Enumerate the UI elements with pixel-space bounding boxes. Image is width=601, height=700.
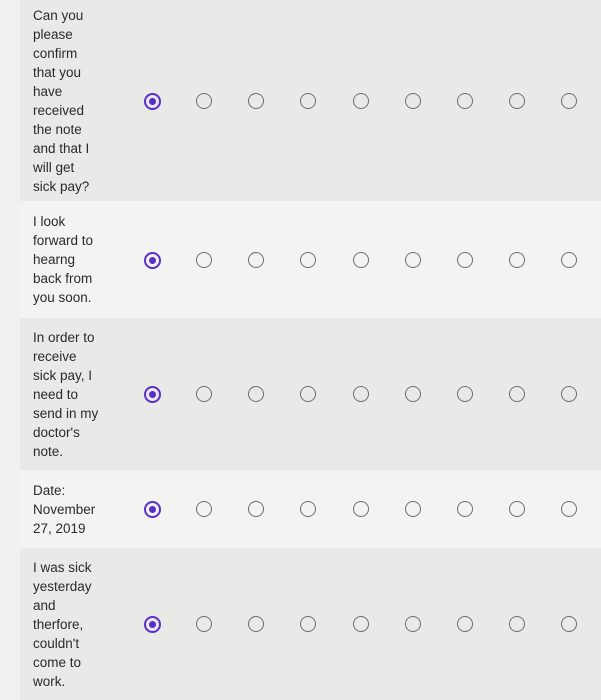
radio-option-6[interactable] xyxy=(405,252,421,268)
question-row-5 xyxy=(20,548,601,700)
radio-group xyxy=(113,318,601,470)
radio-option-2[interactable] xyxy=(196,252,212,268)
radio-option-1[interactable] xyxy=(144,501,161,518)
question-label: I was sick yesterday and therfore, couldn't come to work. xyxy=(33,559,92,689)
radio-option-7[interactable] xyxy=(457,501,473,517)
radio-option-6[interactable] xyxy=(405,386,421,402)
radio-option-7[interactable] xyxy=(457,386,473,402)
radio-option-2[interactable] xyxy=(196,93,212,109)
radio-group xyxy=(113,0,601,201)
radio-option-1[interactable] xyxy=(144,386,161,403)
radio-option-3[interactable] xyxy=(248,252,264,268)
question-row-1 xyxy=(20,0,601,201)
radio-option-9[interactable] xyxy=(561,386,577,402)
question-row-3 xyxy=(20,318,601,470)
radio-option-1[interactable] xyxy=(144,93,161,110)
radio-option-1[interactable] xyxy=(144,616,161,633)
radio-option-6[interactable] xyxy=(405,93,421,109)
radio-option-5[interactable] xyxy=(353,501,369,517)
radio-option-2[interactable] xyxy=(196,616,212,632)
radio-option-3[interactable] xyxy=(248,501,264,517)
radio-option-3[interactable] xyxy=(248,386,264,402)
question-label: I look forward to hearng back from you soon. xyxy=(33,214,94,305)
question-label: Can you please confirm that you have received the note and that I will get sick pay? xyxy=(33,7,90,194)
radio-option-8[interactable] xyxy=(509,252,525,268)
radio-option-7[interactable] xyxy=(457,93,473,109)
radio-option-4[interactable] xyxy=(300,501,316,517)
radio-option-8[interactable] xyxy=(509,501,525,517)
radio-option-9[interactable] xyxy=(561,93,577,109)
radio-option-1[interactable] xyxy=(144,252,161,269)
radio-option-9[interactable] xyxy=(561,501,577,517)
radio-option-8[interactable] xyxy=(509,93,525,109)
radio-option-3[interactable] xyxy=(248,93,264,109)
radio-option-5[interactable] xyxy=(353,386,369,402)
radio-group xyxy=(113,201,601,318)
radio-option-2[interactable] xyxy=(196,386,212,402)
radio-option-6[interactable] xyxy=(405,501,421,517)
question-row-2 xyxy=(20,201,601,318)
radio-option-9[interactable] xyxy=(561,616,577,632)
radio-option-6[interactable] xyxy=(405,616,421,632)
radio-option-7[interactable] xyxy=(457,252,473,268)
survey-grid xyxy=(20,0,601,700)
radio-option-3[interactable] xyxy=(248,616,264,632)
radio-option-5[interactable] xyxy=(353,616,369,632)
radio-option-4[interactable] xyxy=(300,616,316,632)
radio-option-8[interactable] xyxy=(509,386,525,402)
question-row-4 xyxy=(20,470,601,548)
radio-option-4[interactable] xyxy=(300,93,316,109)
radio-option-7[interactable] xyxy=(457,616,473,632)
radio-group xyxy=(113,470,601,548)
radio-option-5[interactable] xyxy=(353,252,369,268)
radio-option-5[interactable] xyxy=(353,93,369,109)
question-label: In order to receive sick pay, I need to send in my doctor's note. xyxy=(33,329,99,459)
radio-group xyxy=(113,548,601,700)
question-label: Date: November 27, 2019 xyxy=(33,482,96,536)
radio-option-8[interactable] xyxy=(509,616,525,632)
radio-option-4[interactable] xyxy=(300,386,316,402)
radio-option-4[interactable] xyxy=(300,252,316,268)
radio-option-2[interactable] xyxy=(196,501,212,517)
radio-option-9[interactable] xyxy=(561,252,577,268)
